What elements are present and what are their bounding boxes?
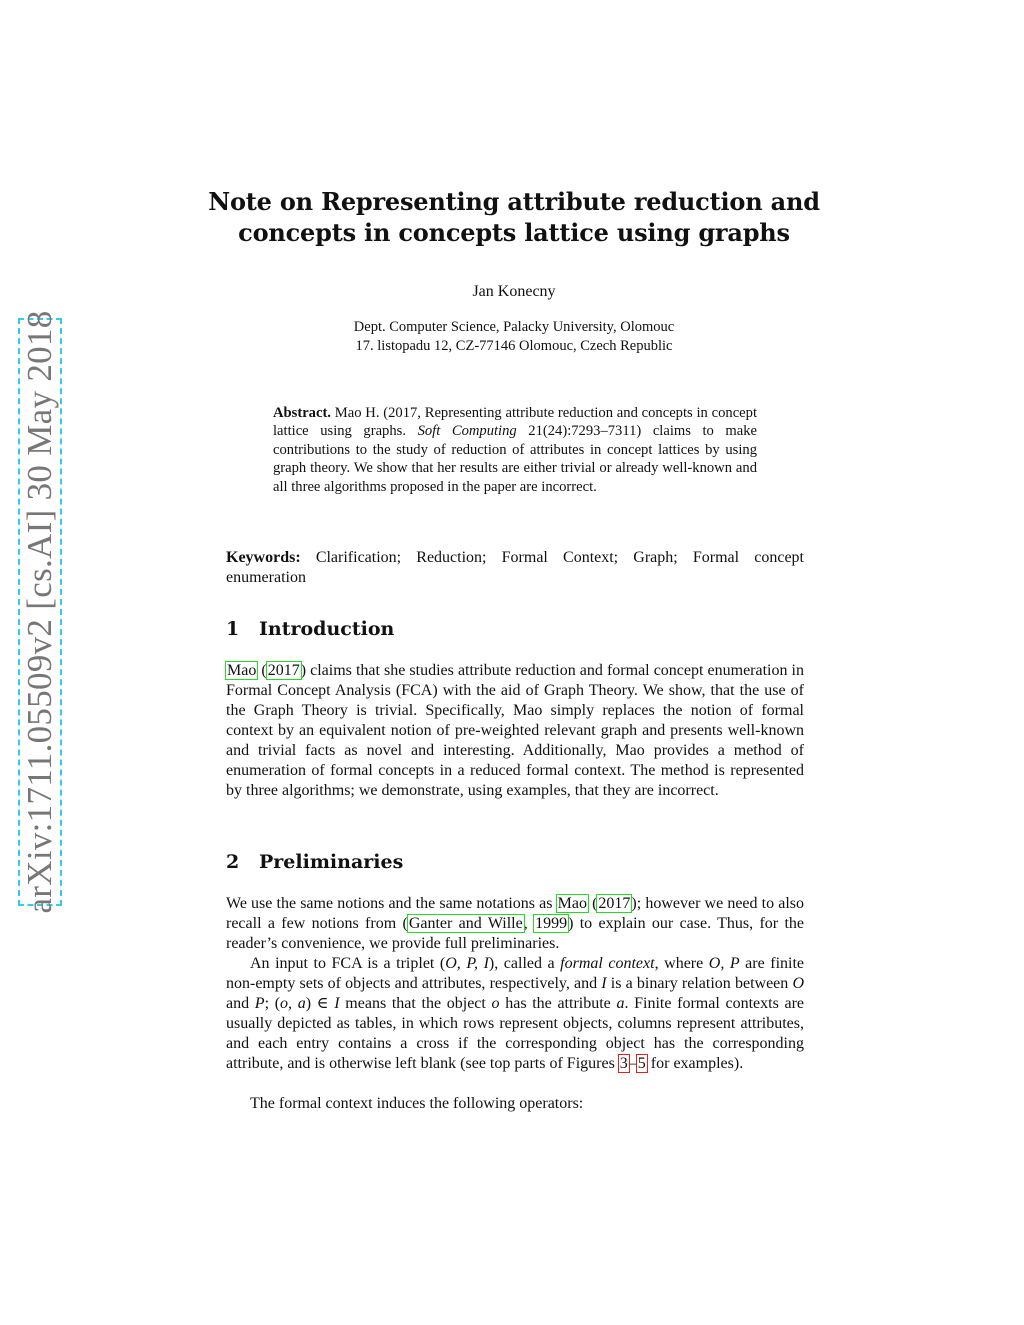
math: I xyxy=(334,995,340,1012)
text: and xyxy=(226,995,255,1012)
text: for examples). xyxy=(646,1055,744,1072)
text: . Finite formal contexts are usually depicted as tables, in which rows represent objects, columns represent attributes, and each entry contains a cross if the corresponding object has the corresponding attribute, and is otherwise left blank (see top parts of Figures xyxy=(226,995,805,1072)
title-line-1: Note on Representing attribute reduction and xyxy=(208,187,820,216)
prelim-paragraph-3: The formal context induces the following operators: xyxy=(250,1095,584,1112)
keywords xyxy=(226,548,804,588)
math: O, P, I xyxy=(445,955,489,972)
section-title: Introduction xyxy=(259,618,395,640)
keywords-text: Clarification; Reduction; Formal Context; Graph; Formal concept enumeration xyxy=(226,549,804,586)
citation-link-mao[interactable]: Mao xyxy=(557,895,587,912)
math: I xyxy=(601,975,607,992)
text: ) ∈ xyxy=(305,995,335,1012)
arxiv-stamp xyxy=(18,310,62,914)
affiliation-line-1: Dept. Computer Science, Palacky University, Olomouc xyxy=(353,319,675,335)
citation-link-ganter-wille[interactable]: Ganter and Wille xyxy=(408,915,523,932)
abstract xyxy=(273,404,757,496)
intro-text: ) claims that she studies attribute reduction and formal concept enumeration in Formal Concept Analysis (FCA) with the aid of Graph Theory. We show, that the use of the Graph Theory is trivial. Specifically, Mao simply replaces the notion of formal context by an equivalent notion of pre-weighted relevant graph and presents well-known and trivial facts as novel and interesting. Additionally, Mao provides a method of enumeration of formal concepts in a reduced formal context. The method is represented by three algorithms; we demonstrate, using examples, that they are incorrect. xyxy=(226,662,805,799)
citation-link-year[interactable]: 2017 xyxy=(267,662,300,679)
affiliation xyxy=(260,318,768,356)
citation-paren: ( xyxy=(587,895,598,912)
math: a xyxy=(616,995,625,1012)
citation-link-year[interactable]: 2017 xyxy=(598,895,631,912)
math: P xyxy=(254,995,265,1012)
text: , where xyxy=(654,955,709,972)
math: O xyxy=(792,975,804,992)
text: We use the same notions and the same notations as xyxy=(226,895,557,912)
math: O, P xyxy=(708,955,740,972)
section-heading-introduction xyxy=(226,618,394,640)
text: has the attribute xyxy=(499,995,617,1012)
section-title: Preliminaries xyxy=(259,851,404,873)
abstract-journal: Soft Computing xyxy=(417,423,517,440)
abstract-label: Abstract. xyxy=(273,405,331,421)
text: ); however we need to also recall a few notions from ( xyxy=(226,895,805,932)
figure-link-5[interactable]: 5 xyxy=(637,1055,646,1072)
section-number: 1 xyxy=(226,618,240,640)
abstract-text-1: Mao H. (2017, Representing attribute reduction and concepts in concept lattice using graphs. xyxy=(273,405,757,440)
term-formal-context: formal context xyxy=(560,955,655,972)
prelim-paragraph-1 xyxy=(226,894,804,954)
title-line-2: concepts in concepts lattice using graphs xyxy=(238,218,790,247)
paper-title xyxy=(200,186,828,248)
text: is a binary relation between xyxy=(606,975,793,992)
math: o xyxy=(491,995,500,1012)
intro-paragraph xyxy=(226,661,804,801)
text: ), called a xyxy=(488,955,561,972)
affiliation-line-2: 17. listopadu 12, CZ-77146 Olomouc, Czech Republic xyxy=(355,338,673,354)
citation-link-mao[interactable]: Mao xyxy=(227,662,257,679)
citation-paren: ( xyxy=(257,662,267,679)
citation-link-year[interactable]: 1999 xyxy=(535,915,568,932)
author-name: Jan Konecny xyxy=(472,283,556,300)
text: are finite non-empty sets of objects and attributes, respectively, and xyxy=(226,955,805,992)
text: – xyxy=(628,1055,637,1072)
figure-link-3[interactable]: 3 xyxy=(619,1055,628,1072)
text: means that the object xyxy=(339,995,492,1012)
text: An input to FCA is a triplet ( xyxy=(250,955,446,972)
text: ; ( xyxy=(264,995,281,1012)
abstract-text-2: 21(24):7293–7311) claims to make contributions to the study of reduction of attributes in concept lattices by using graph theory. We show that her results are either trivial or already well-known and all three algorithms proposed in the paper are incorrect. xyxy=(273,423,758,495)
section-heading-preliminaries xyxy=(226,851,403,873)
section-number: 2 xyxy=(226,851,240,873)
text: , xyxy=(523,915,535,932)
prelim-paragraph-2 xyxy=(226,954,804,1074)
math: o, a xyxy=(280,995,306,1012)
arxiv-identifier: arXiv:1711.05509v2 [cs.AI] 30 May 2018 xyxy=(20,310,59,914)
keywords-label: Keywords: xyxy=(226,549,301,566)
text: ) to explain our case. Thus, for the reader’s convenience, we provide full preliminaries. xyxy=(226,915,805,952)
